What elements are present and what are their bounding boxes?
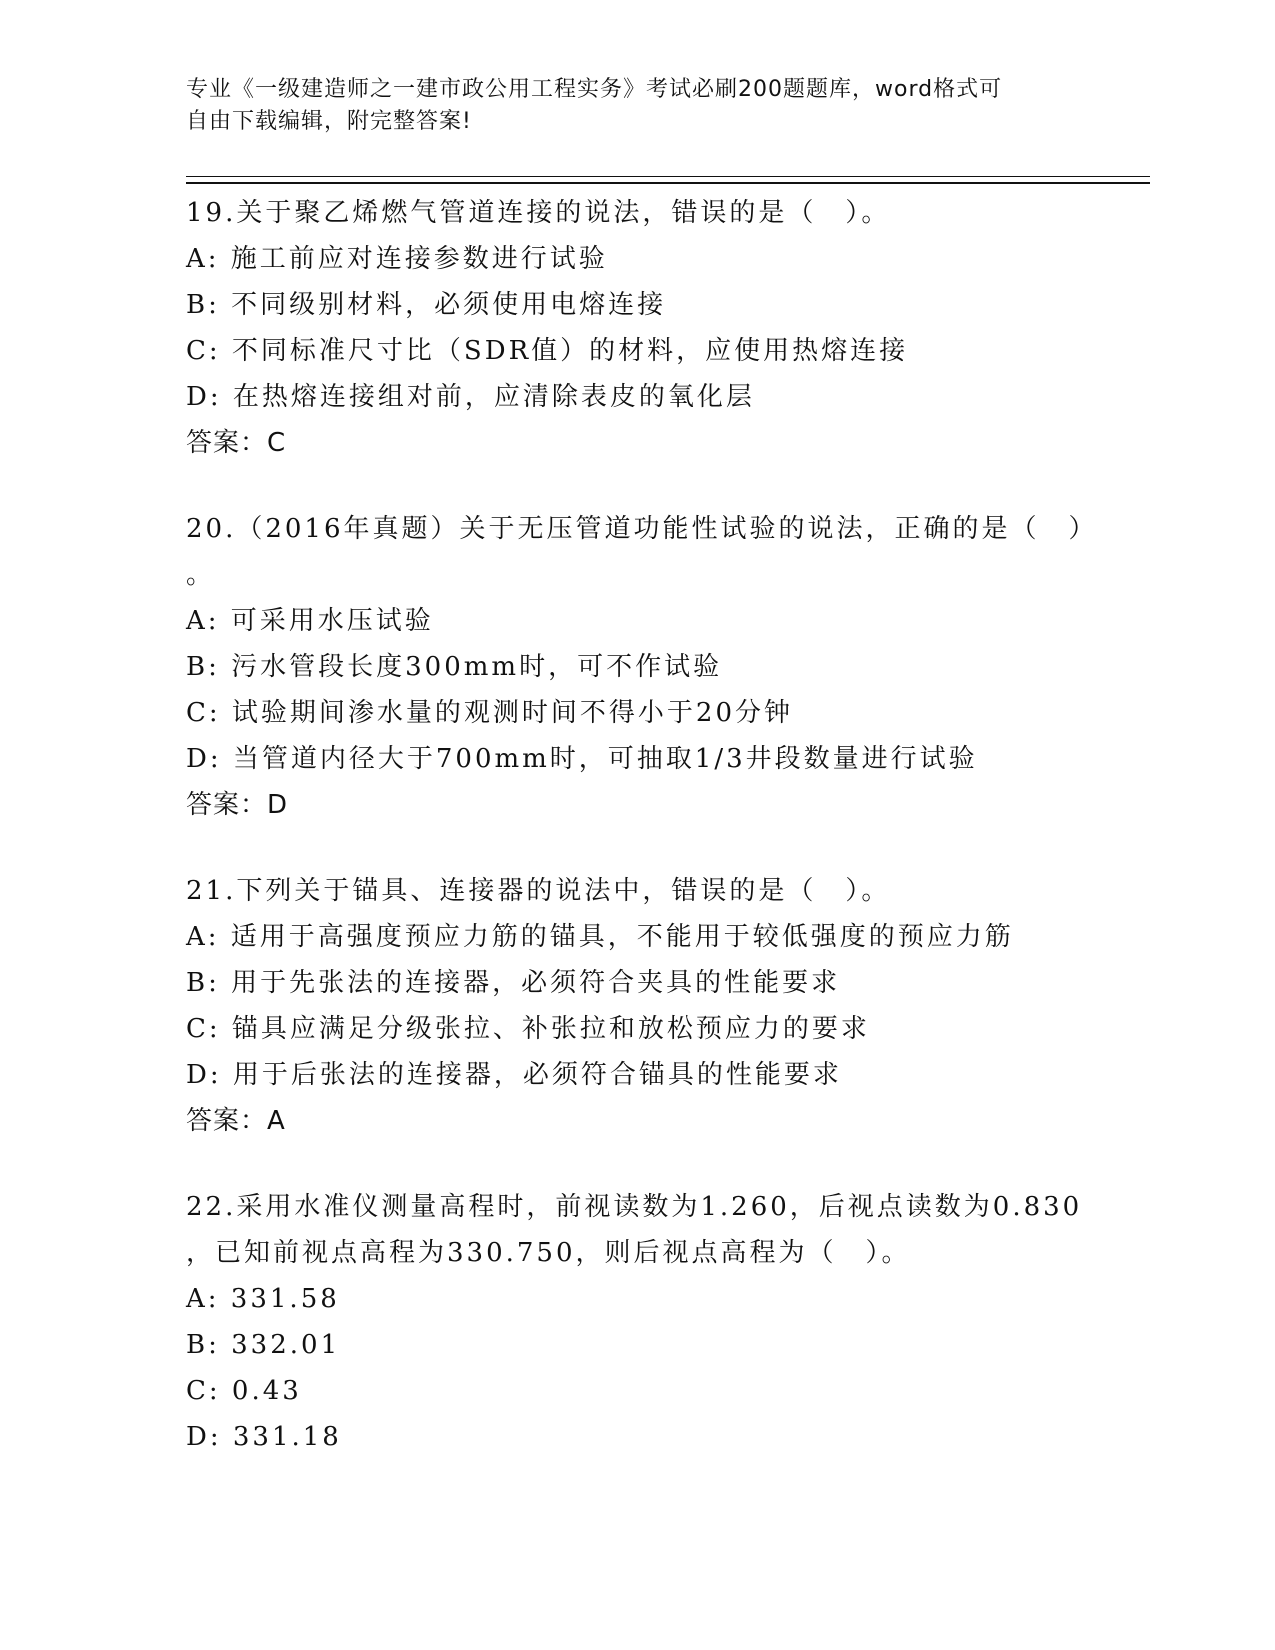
option-a: A: 可采用水压试验 bbox=[186, 606, 434, 636]
option-b: B: 用于先张法的连接器，必须符合夹具的性能要求 bbox=[186, 968, 841, 998]
option-a: A: 施工前应对连接参数进行试验 bbox=[186, 244, 608, 274]
option-b: B: 污水管段长度300mm时，可不作试验 bbox=[186, 652, 723, 682]
question-stem: 19.关于聚乙烯燃气管道连接的说法，错误的是（ ）。 bbox=[186, 198, 891, 228]
question-stem: 22.采用水准仪测量高程时，前视读数为1.260，后视点读数为0.830 bbox=[186, 1192, 1083, 1222]
option-d: D: 331.18 bbox=[186, 1422, 342, 1452]
question-19 bbox=[186, 190, 1146, 466]
option-b: B: 332.01 bbox=[186, 1330, 341, 1360]
document-header bbox=[186, 74, 1086, 138]
question-stem-continuation: 。 bbox=[186, 560, 216, 590]
option-d: D: 用于后张法的连接器，必须符合锚具的性能要求 bbox=[186, 1060, 842, 1090]
option-c: C: 试验期间渗水量的观测时间不得小于20分钟 bbox=[186, 698, 794, 728]
header-title-line-1: 专业《一级建造师之一建市政公用工程实务》考试必刷200题题库，word格式可 bbox=[186, 77, 1003, 102]
option-a: A: 适用于高强度预应力筋的锚具，不能用于较低强度的预应力筋 bbox=[186, 922, 1014, 952]
option-b: B: 不同级别材料，必须使用电熔连接 bbox=[186, 290, 667, 320]
question-list bbox=[186, 190, 1146, 1500]
option-d: D: 当管道内径大于700mm时，可抽取1/3井段数量进行试验 bbox=[186, 744, 978, 774]
answer: 答案：A bbox=[186, 1106, 286, 1136]
question-20 bbox=[186, 506, 1146, 828]
answer: 答案：C bbox=[186, 428, 287, 458]
option-d: D: 在热熔连接组对前，应清除表皮的氧化层 bbox=[186, 382, 755, 412]
header-title-line-2: 自由下载编辑，附完整答案! bbox=[186, 109, 472, 134]
question-stem-continuation: ，已知前视点高程为330.750，则后视点高程为（ ）。 bbox=[186, 1238, 911, 1268]
option-a: A: 331.58 bbox=[186, 1284, 340, 1314]
option-c: C: 0.43 bbox=[186, 1376, 302, 1406]
question-stem: 21.下列关于锚具、连接器的说法中，错误的是（ ）。 bbox=[186, 876, 891, 906]
header-divider bbox=[186, 176, 1150, 184]
option-c: C: 不同标准尺寸比（SDR值）的材料，应使用热熔连接 bbox=[186, 336, 909, 366]
option-c: C: 锚具应满足分级张拉、补张拉和放松预应力的要求 bbox=[186, 1014, 870, 1044]
question-21 bbox=[186, 868, 1146, 1144]
answer: 答案：D bbox=[186, 790, 289, 820]
question-22 bbox=[186, 1184, 1146, 1460]
question-stem: 20.（2016年真题）关于无压管道功能性试验的说法，正确的是（ ） bbox=[186, 514, 1098, 544]
